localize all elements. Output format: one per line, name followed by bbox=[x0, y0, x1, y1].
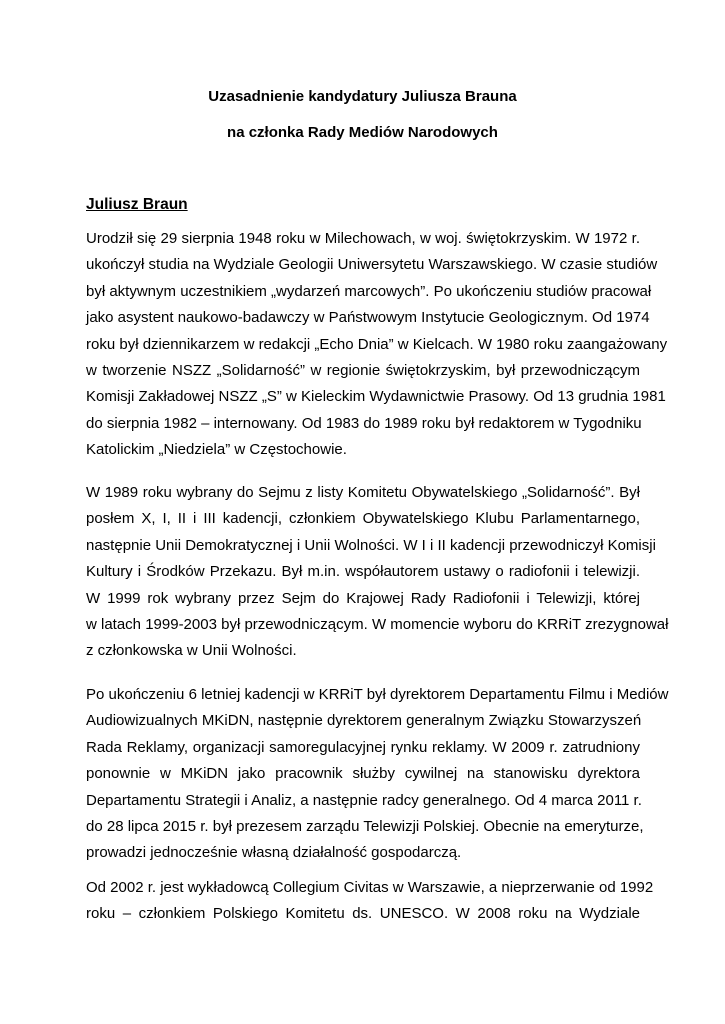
paragraph-line: posłem X, I, II i III kadencji, członkiem Obywatelskiego Klubu Parlamentarnego, bbox=[86, 510, 640, 528]
paragraph-line: Departamentu Strategii i Analiz, a następnie radcy generalnego. Od 4 marca 2011 r. bbox=[86, 791, 642, 809]
paragraph-line: następnie Unii Demokratycznej i Unii Wolności. W I i II kadencji przewodniczył Komisji bbox=[86, 536, 656, 554]
paragraph-line: Urodził się 29 sierpnia 1948 roku w Milechowach, w woj. świętokrzyskim. W 1972 r. bbox=[86, 230, 640, 247]
paragraph-line: roku był dziennikarzem w redakcji „Echo Dnia” w Kielcach. W 1980 roku zaangażowany bbox=[86, 335, 668, 353]
paragraph-line: prowadzi jednocześnie własną działalność gospodarczą. bbox=[86, 844, 462, 862]
paragraph-biography bbox=[86, 226, 668, 464]
paragraph-line: Komisji Zakładowej NSZZ „S” w Kieleckim Wydawnictwie Prasowy. Od 13 grudnia 1981 bbox=[86, 388, 666, 406]
paragraph-line: do 28 lipca 2015 r. był prezesem zarządu Telewizji Polskiej. Obecnie na emeryturze, bbox=[86, 817, 644, 835]
paragraph-line: W 1989 roku wybrany do Sejmu z listy Komitetu Obywatelskiego „Solidarność”. Był bbox=[86, 484, 640, 501]
paragraph-line: W 1999 rok wybrany przez Sejm do Krajowej Rady Radiofonii i Telewizji, której bbox=[86, 589, 640, 607]
paragraph-line: z członkowska w Unii Wolności. bbox=[86, 642, 297, 660]
paragraph-career bbox=[86, 682, 669, 867]
paragraph-line: Kultury i Środków Przekazu. Był m.in. współautorem ustawy o radiofonii i telewizji. bbox=[86, 563, 640, 581]
paragraph-line: Audiowizualnych MKiDN, następnie dyrektorem generalnym Związku Stowarzyszeń bbox=[86, 712, 642, 730]
paragraph-parliament bbox=[86, 480, 669, 665]
paragraph-line: Rada Reklamy, organizacji samoregulacyjnej rynku reklamy. W 2009 r. zatrudniony bbox=[86, 738, 640, 756]
paragraph-line: był aktywnym uczestnikiem „wydarzeń marcowych”. Po ukończeniu studiów pracował bbox=[86, 282, 652, 300]
paragraph-line: Katolickim „Niedziela” w Częstochowie. bbox=[86, 441, 347, 459]
document-title: Uzasadnienie kandydatury Juliusza Brauna bbox=[208, 88, 517, 105]
paragraph-line: w tworzenie NSZZ „Solidarność” w regionie świętokrzyskim, był przewodniczącym bbox=[86, 361, 640, 379]
section-heading: Juliusz Braun bbox=[86, 196, 188, 213]
paragraph-line: w latach 1999-2003 był przewodniczącym. W momencie wyboru do KRRiT zrezygnował bbox=[86, 615, 669, 633]
paragraph-line: Po ukończeniu 6 letniej kadencji w KRRiT był dyrektorem Departamentu Filmu i Mediów bbox=[86, 686, 669, 703]
paragraph-line: Od 2002 r. jest wykładowcą Collegium Civitas w Warszawie, a nieprzerwanie od 1992 bbox=[86, 879, 654, 896]
paragraph-line: ponownie w MKiDN jako pracownik służby cywilnej na stanowisku dyrektora bbox=[86, 765, 640, 783]
paragraph-line: do sierpnia 1982 – internowany. Od 1983 do 1989 roku był redaktorem w Tygodniku bbox=[86, 414, 642, 432]
document-subtitle: na członka Rady Mediów Narodowych bbox=[227, 124, 498, 141]
paragraph-line: roku – członkiem Polskiego Komitetu ds. UNESCO. W 2008 roku na Wydziale bbox=[86, 905, 640, 923]
paragraph-line: jako asystent naukowo-badawczy w Państwowym Instytucie Geologicznym. Od 1974 bbox=[86, 309, 650, 327]
paragraph-academic bbox=[86, 875, 654, 928]
paragraph-line: ukończył studia na Wydziale Geologii Uniwersytetu Warszawskiego. W czasie studiów bbox=[86, 256, 658, 274]
